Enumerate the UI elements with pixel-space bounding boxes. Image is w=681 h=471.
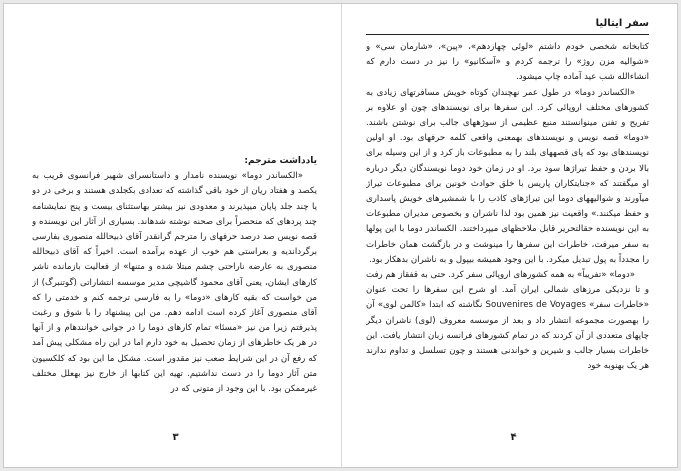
running-head-title: سفر ایتالیا (366, 18, 649, 35)
translator-note-heading: یادداشت مترجم: (244, 156, 317, 166)
left-page (4, 4, 341, 467)
right-page-number: ۴ (510, 432, 517, 443)
right-paragraph-1: کتابخانه شخصی خودم داشتم «لوئی چهاردهم»، «پین»، «شارمان سی» و «شوالیه مزن روژ» را ترجمه کردم و «آسکانیو» را نیز در دست دارم که انشاءالله شب عید آماده چاپ میشود. (366, 42, 649, 83)
right-paragraph-3: «دوما» «تفریباً» به همه کشورهای اروپائی سفر کرد. حتی به قفقاز هم رفت و تا نزدیکی مرزهای شمالی ایران آمد. او شرح این سفرها را تحت عنوان «خاطرات سفر» Souvenires de Voyages نگاشته که ابتدا «کالمن لوی» آن را بهصورت مجموعه انتشار داد و بعد از موسسه معروف (لوی) ناشران دیگر چاپهای متعددی از آن کردند که در تمام کشورهای فرانسه زبان انتشار یافت. این خاطرات بسیار جالب و شیرین و خواندنی هستند و چون تسلسل و تداوم ندارند هر یک بهنوبه خود (366, 270, 649, 372)
right-paragraph-2: «الکساندر دوما» در طول عمر نهچندان کوتاه خویش مسافرتهای زیادی به کشورهای مختلف اروپائی کرد. این سفرها برای نویسندهای چون او علاوه بر تفریح و تفنن مینوانستند منبع عظیمی از سوژههای جالب برای نوشتن باشند. «دوما» قصه نویس و نویسندهای بهمعنی واقعی کلمه حرفهای بود. او اولین نویسندهای بود که پای قصههای بلند را به مطبوعات باز کرد و از این وسیله برای بالا بردن و حفظ تیراژها سود برد. او در زمان خود دوما نویسندگان دیگر درباره او میگفتند که «جنایتکاران پاریس با خلق حوادث خونین برای مطبوعات تیراژ میآورند و شوالیههای دوما این تیراژهای کاذب را با شمشیرهای خویش پاسداری و حفظ میکنند.» واقعیت نیز همین بود لذا ناشران و بخصوص مدیران مطبوعات به این نویسنده حقالتحریر قابل ملاحظهای میپرداختند. الکساندر دوما با این پولها به سفر میرفت، خاطرات این سفرها را مینوشت و در بازگشت همان خاطرات را مجدداً به پول تبدیل میکرد. با این وجود همیشه بیپول و به ناشران بدهکار بود. (366, 87, 649, 265)
right-page-body (366, 40, 649, 374)
left-page-body (32, 154, 317, 397)
left-page-number: ۳ (172, 432, 179, 443)
left-paragraph-1: «الکساندر دوما» نویسنده نامدار و داستانسرای شهیر فرانسوی قریب به یکصد و هفتاد ریان از خود باقی گذاشته که تعدادی بکجلدی هستند و برخی در دو یا چند جلد پایان میپذیرند و معدودی نیز بیشتر بهاستثنای بیست و پنج نمایشنامه چند پردهای که منحصراً برای صحنه نوشته شدهاند. بسیاری از آثار این نویسنده و قصه نویس صد درصد حرفهای را مترجم گرانقدر آقای ذبیحالله منصوری بفارسی برگرداندیه و بعراستی هم خوب از عهده برآمده است. اخیراً که آقای ذبیحالله منصوری به عارضه ناراحتی چشم مبتلا شده و متنها» از فعالیت بازمانده ناشر کارهای ایشان، یعنی آقای محمود گاشیچی مدیر موسسه انتشاراتی (گوتنبرگ) از من خواست که بقیه کارهای «دوما» را به فارسی ترجمه کنم و خدمتی را که آقای منصوری آغاز کرده است ادامه دهم. من این پیشنهاد را با شوق و رغبت پذیرفتم زیرا من نیز «مسئا» تمام کارهای دوما را در جوانی خوانندهام و از آنها در هر یک خاطرهای از زمان تحصیل به خود دارم اما در این راه مشکلی پیش آمد که رفع آن در این شرایط صعب نیز مقدور است. مشکل ما این بود که کلکسیون متن آثار دوما را در دست نداشتیم. تهیه این کتابها از خارج نیز بهعلل مختلف غیرممکن بود. با این وجود از متونی که در (32, 171, 317, 395)
book-spread (3, 3, 678, 468)
right-page (342, 4, 679, 467)
